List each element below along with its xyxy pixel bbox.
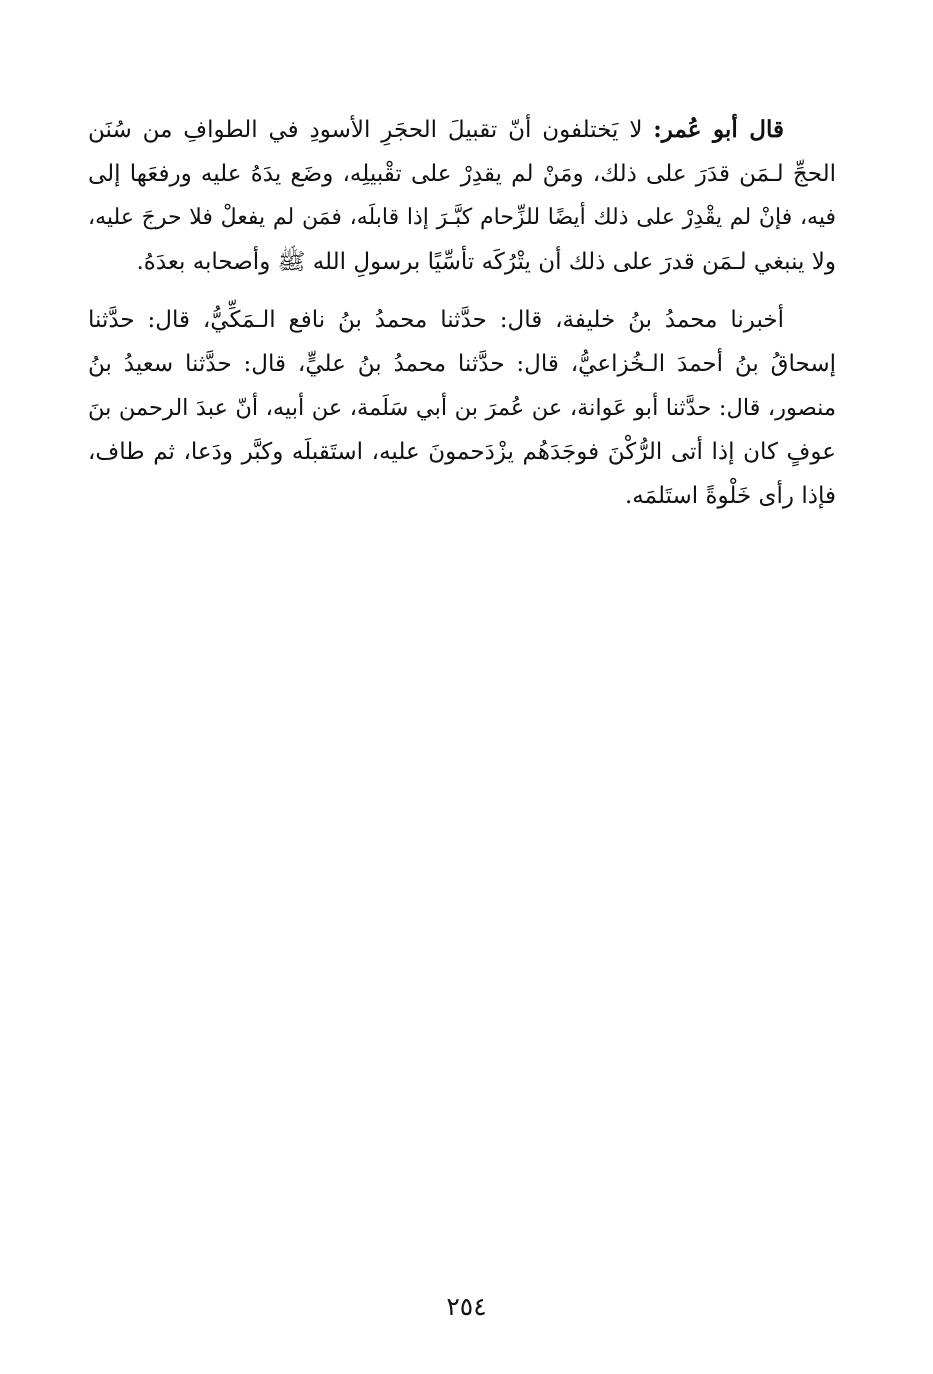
paragraph-abu-umar bbox=[88, 108, 836, 284]
text-line: فيه، فإنْ لم يقْدِرْ على ذلك أيضًا للزِّحام كبَّـرَ إذا قابلَه، فمَن لم يفعلْ فلا حرجَ عليه، bbox=[88, 205, 836, 230]
text-line: الحجِّ لـمَن قدَرَ على ذلك، ومَنْ لم يقدِرْ على تقْبيلِه، وضَع يدَهُ عليه ورفعَها إلى bbox=[88, 161, 836, 187]
text-line: ولا ينبغي لـمَن قدرَ على ذلك أن يتْرُكَه تأسِّيًا برسولِ الله ﷺ وأصحابه بعدَهُ. bbox=[136, 249, 836, 275]
text-line: إسحاقُ بنُ أحمدَ الـخُزاعيُّ، قال: حدَّثنا محمدُ بنُ عليٍّ، قال: حدَّثنا سعيدُ بنُ bbox=[88, 351, 836, 377]
speaker-label: قال أبو عُمر: bbox=[653, 116, 784, 143]
text-line bbox=[88, 108, 836, 152]
page-number: ٢٥٤ bbox=[446, 1292, 487, 1321]
text-line: أخبرنا محمدُ بنُ خليفة، قال: حدَّثنا محمدُ بنُ نافع الـمَكِّيُّ، قال: حدَّثنا bbox=[88, 307, 784, 333]
paragraph-isnad bbox=[88, 298, 836, 518]
text-line: فإذا رأى خَلْوةً استَلمَه. bbox=[625, 483, 836, 509]
body-text bbox=[88, 108, 836, 518]
line-text: لا يَختلفون أنّ تقبيلَ الحجَرِ الأسودِ في الطوافِ من سُنَن bbox=[88, 117, 654, 143]
text-line: منصور، قال: حدَّثنا أبو عَوانة، عن عُمرَ بن أبي سَلَمة، عن أبيه، أنّ عبدَ الرحمن بنَ bbox=[88, 395, 836, 421]
text-line: عوفٍ كان إذا أتى الرُّكْنَ فوجَدَهُم يزْدَحمونَ عليه، استَقبلَه وكبَّر ودَعا، ثم طاف، bbox=[88, 439, 836, 465]
